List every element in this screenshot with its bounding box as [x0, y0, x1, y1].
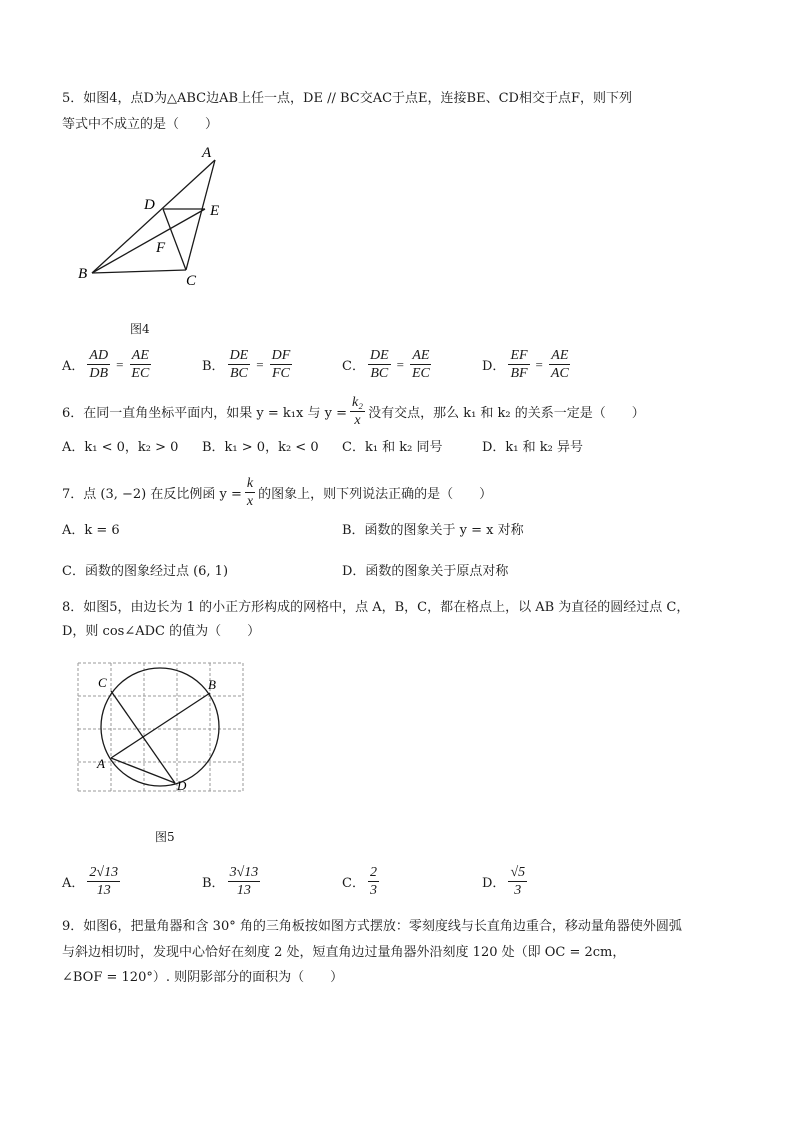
figure-4-triangle — [70, 140, 240, 290]
segment-cd — [163, 209, 186, 270]
q7-stem: 7．点 (3, −2) 在反比例函 y = $\frac{k}{x}$ 的图象上，则下列说法正确的是（ ） — [62, 476, 493, 509]
q8-option-b[interactable]: B． $\frac{3√13}{13}$ — [202, 865, 259, 898]
q9-stem-line2: 与斜边相切时，发现中心恰好在刻度 2 处，短直角边过量角器外沿刻度 120 处（即 OC = 2cm， — [62, 945, 626, 960]
q7-option-c[interactable]: C．函数的图象经过点 (6, 1) — [62, 564, 229, 579]
segment-ab — [92, 160, 215, 273]
label-c: C — [186, 273, 197, 289]
label-f: F — [156, 240, 166, 256]
circle-ab-diameter — [101, 668, 219, 786]
label-c: C — [98, 675, 107, 690]
q5-stem-line2: 等式中不成立的是（ ） — [62, 117, 219, 132]
figure-5-caption: 图5 — [155, 830, 175, 844]
q6-option-d[interactable]: D．k₁ 和 k₂ 异号 — [482, 440, 583, 455]
q7-option-b[interactable]: B．函数的图象关于 y = x 对称 — [342, 523, 524, 538]
label-a: A — [202, 145, 212, 161]
q8-option-a[interactable]: A． $\frac{2√13}{13}$ — [62, 865, 119, 898]
label-d: D — [144, 197, 155, 213]
q9-stem-line3: ∠BOF = 120°）. 则阴影部分的面积为（ ） — [62, 970, 344, 985]
segment-ab — [111, 693, 210, 758]
q7-option-a[interactable]: A．k = 6 — [62, 523, 120, 538]
q5-option-c[interactable]: C． $\frac{DE}{BC}$ = $\frac{AE}{EC}$ — [342, 348, 430, 381]
q6-option-c[interactable]: C．k₁ 和 k₂ 同号 — [342, 440, 443, 455]
q6-stem: 6．在同一直角坐标平面内，如果 y = k₁x 与 y = $\frac{\text{k₂}}{x}$ 没有交点，那么 k₁ 和 k₂ 的关系一定是（ ） — [62, 395, 645, 428]
q5-option-b[interactable]: B． $\frac{DE}{BC}$ = $\frac{DF}{FC}$ — [202, 348, 291, 381]
segment-cd — [111, 691, 175, 783]
label-b: B — [78, 266, 88, 282]
segment-bc — [92, 270, 186, 273]
q5-stem-line1: 5．如图4，点D为△ABC边AB上任一点，DE // BC交AC于点E，连接BE、CD相交于点F，则下列 — [62, 91, 632, 106]
q7-option-d[interactable]: D．函数的图象关于原点对称 — [342, 564, 509, 579]
q5-option-d[interactable]: D． $\frac{EF}{BF}$ = $\frac{AE}{AC}$ — [482, 348, 569, 381]
q8-option-c[interactable]: C． $\frac{2}{3}$ — [342, 865, 377, 898]
label-d: D — [177, 778, 187, 793]
q5-option-a[interactable]: A． $\frac{AD}{DB}$ = $\frac{AE}{EC}$ — [62, 348, 150, 381]
figure-5-grid-circle — [70, 655, 250, 800]
q9-stem-line1: 9．如图6，把量角器和含 30° 角的三角板按如图方式摆放：零刻度线与长直角边重合，移动量角器使外圆弧 — [62, 919, 682, 934]
q8-option-d[interactable]: D． $\frac{√5}{3}$ — [482, 865, 526, 898]
q8-stem-line2: D，则 cos∠ADC 的值为（ ） — [62, 624, 261, 639]
figure-4-caption: 图4 — [130, 322, 150, 336]
label-b: B — [208, 677, 216, 692]
label-a: A — [97, 756, 105, 771]
label-e: E — [210, 203, 220, 219]
q8-stem-line1: 8．如图5，由边长为 1 的小正方形构成的网格中，点 A，B，C，都在格点上，以 AB 为直径的圆经过点 C， — [62, 600, 690, 615]
q6-option-b[interactable]: B．k₁ > 0，k₂ < 0 — [202, 440, 319, 455]
q6-option-a[interactable]: A．k₁ < 0，k₂ > 0 — [62, 440, 179, 455]
